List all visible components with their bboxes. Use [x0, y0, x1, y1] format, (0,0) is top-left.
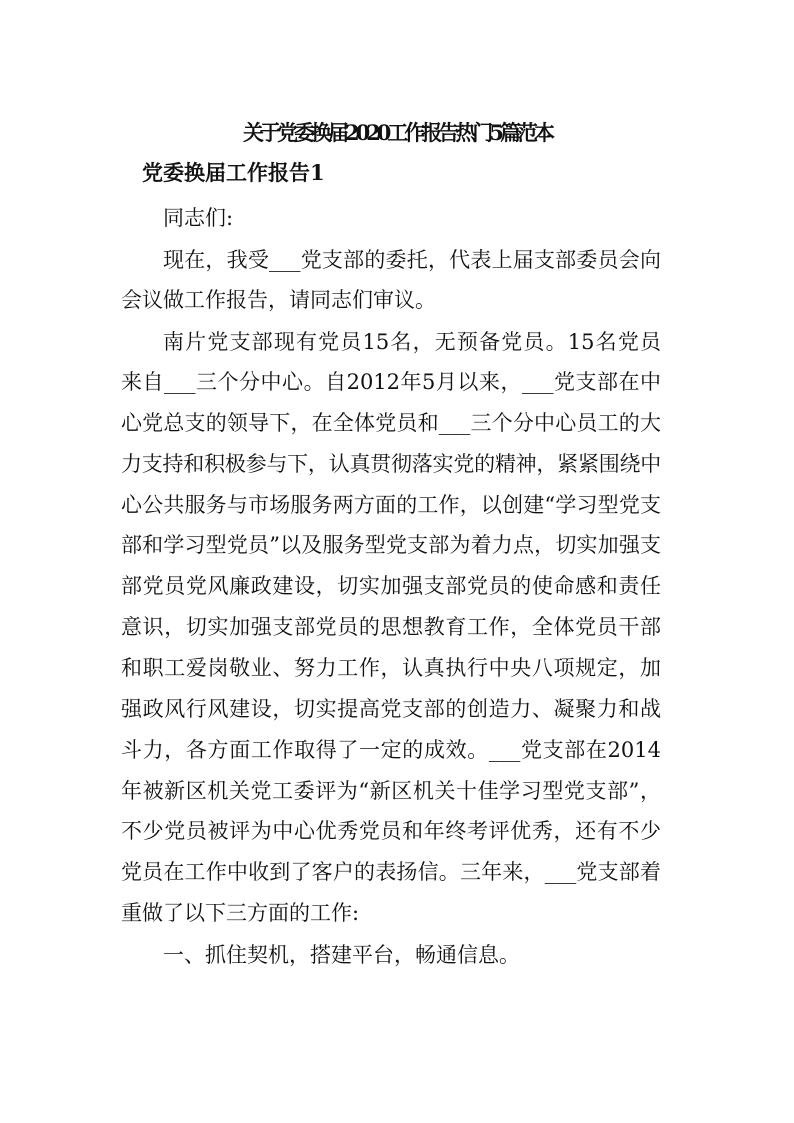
section-item-line: 一、抓住契机，搭建平台，畅通信息。 — [163, 943, 520, 967]
paragraph-line: 心公共服务与市场服务两方面的工作，以创建“学习型党支 — [121, 493, 661, 517]
paragraph-line: 部党员党风廉政建设，切实加强支部党员的使命感和责任 — [121, 574, 661, 598]
salutation-line: 同志们: — [163, 206, 234, 230]
paragraph-line: 重做了以下三方面的工作: — [121, 901, 360, 925]
paragraph-line: 斗力，各方面工作取得了一定的成效。___党支部在2014 — [121, 738, 661, 762]
paragraph-line: 会议做工作报告，请同志们审议。 — [121, 288, 436, 312]
paragraph-line: 意识，切实加强支部党员的思想教育工作，全体党员干部 — [121, 615, 661, 639]
document-title: 关于党委换届2020工作报告热门5篇范本 — [242, 120, 552, 145]
paragraph-line: 和职工爱岗敬业、努力工作，认真执行中央八项规定，加 — [121, 656, 661, 680]
paragraph-line: 南片党支部现有党员15名，无预备党员。15名党员 — [163, 330, 661, 354]
paragraph-line: 部和学习型党员”以及服务型党支部为着力点，切实加强支 — [121, 533, 661, 557]
paragraph-line: 来自___三个分中心。自2012年5月以来，___党支部在中 — [121, 370, 661, 394]
paragraph-line: 不少党员被评为中心优秀党员和年终考评优秀，还有不少 — [121, 819, 661, 843]
paragraph-line: 强政风行风建设，切实提高党支部的创造力、凝聚力和战 — [121, 697, 661, 721]
paragraph-line: 力支持和积极参与下，认真贯彻落实党的精神，紧紧围绕中 — [121, 452, 661, 476]
paragraph-line: 现在，我受___党支部的委托，代表上届支部委员会向 — [163, 248, 661, 272]
paragraph-line: 党员在工作中收到了客户的表扬信。三年来，___党支部着 — [121, 860, 661, 884]
paragraph-line: 年被新区机关党工委评为“新区机关十佳学习型党支部”， — [121, 779, 661, 803]
paragraph-line: 心党总支的领导下，在全体党员和___三个分中心员工的大 — [121, 411, 661, 435]
section-heading: 党委换届工作报告1 — [142, 160, 325, 185]
